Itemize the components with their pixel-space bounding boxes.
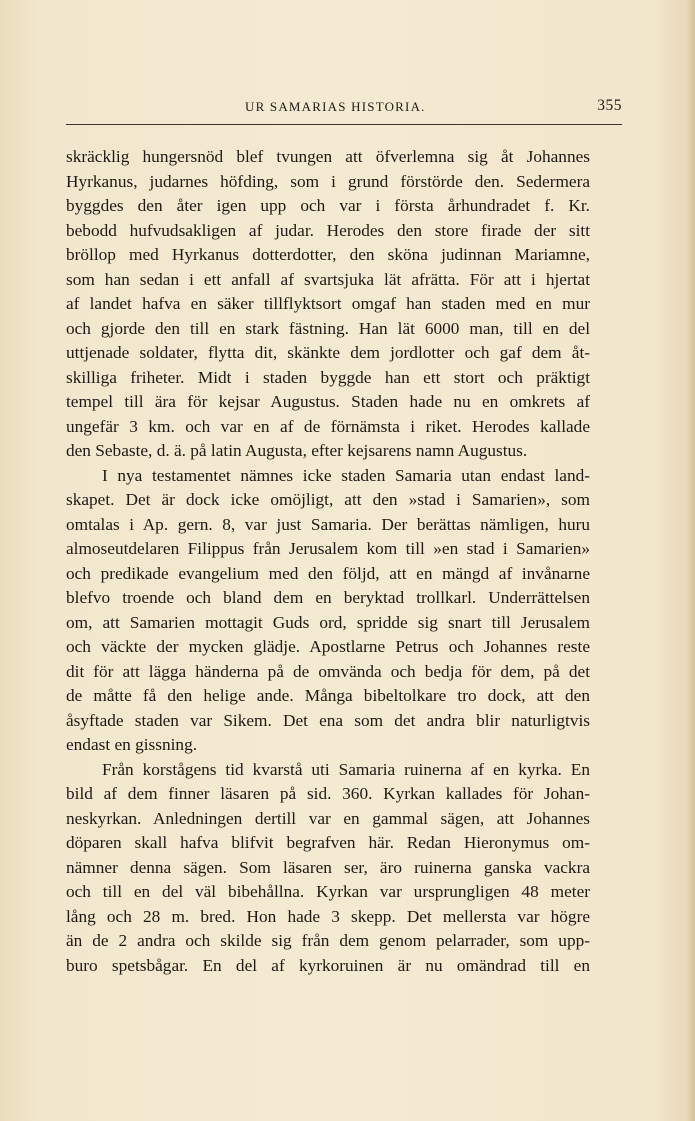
- text-line: bebodd hufvudsakligen af judar. Herodes den store firade der sitt: [66, 220, 590, 240]
- body-text: [66, 145, 590, 978]
- text-line: åsyftade staden var Sikem. Det ena som det andra blir naturligtvis: [66, 710, 590, 730]
- text-line: nämner denna sägen. Som läsaren ser, äro ruinerna ganska vackra: [66, 857, 590, 877]
- text-line: ungefär 3 km. och var en af de förnämsta i riket. Herodes kallade: [66, 416, 590, 436]
- text-line: de måtte få den helige ande. Många bibeltolkare tro dock, att den: [66, 686, 590, 705]
- paragraph-start-line: Från korstågens tid kvarstå uti Samaria ruinerna af en kyrka. En: [102, 759, 590, 779]
- text-line: den Sebaste, d. ä. på latin Augusta, efter kejsarens namn Augustus.: [66, 441, 528, 460]
- text-line: och till en del väl bibehållna. Kyrkan var ursprungligen 48 meter: [66, 882, 590, 901]
- paragraph-start-line: I nya testamentet nämnes icke staden Samaria utan endast land-: [102, 465, 590, 485]
- text-line: tempel till ära för kejsar Augustus. Staden hade nu en omkrets af: [66, 392, 590, 411]
- text-line: och gjorde den till en stark fästning. Han lät 6000 man, till en del: [66, 318, 590, 338]
- text-line: dit för att lägga händerna på de omvända och bedja för dem, på det: [66, 661, 590, 681]
- page-header: [66, 95, 622, 119]
- text-line: bild af dem finner läsaren på sid. 360. Kyrkan kallades för Johan-: [66, 784, 590, 803]
- text-line: skilliga friheter. Midt i staden byggde han ett stort och präktigt: [66, 367, 590, 387]
- page-number: 355: [597, 97, 622, 114]
- text-line: skapet. Det är dock icke omöjligt, att den »stad i Samarien», som: [66, 490, 590, 509]
- text-line: döparen skall hafva blifvit begrafven här. Redan Hieronymus om-: [66, 833, 590, 852]
- text-line: om, att Samarien mottagit Guds ord, spridde sig snart till Jerusalem: [66, 612, 590, 632]
- text-line: och predikade evangelium med den följd, att en mängd af invånarne: [66, 563, 590, 583]
- text-line: af landet hafva en säker tillflyktsort omgaf han staden med en mur: [66, 294, 590, 313]
- text-line: byggdes den åter igen upp och var i första århundradet f. Kr.: [66, 196, 590, 215]
- text-line: som han sedan i ett anfall af svartsjuka lät afrätta. För att i hjertat: [66, 269, 590, 289]
- text-line: och väckte der mycken glädje. Apostlarne Petrus och Johannes reste: [66, 637, 590, 656]
- text-line: lång och 28 m. bred. Hon hade 3 skepp. Det mellersta var högre: [66, 906, 590, 926]
- text-line: neskyrkan. Anledningen dertill var en gammal sägen, att Johannes: [66, 808, 590, 828]
- text-line: bröllop med Hyrkanus dotterdotter, den sköna judinnan Mariamne,: [66, 245, 590, 264]
- text-line: omtalas i Ap. gern. 8, var just Samaria. Der berättas nämligen, huru: [66, 514, 590, 534]
- text-line: blefvo troende och bland dem en beryktad trollkarl. Underrättelsen: [66, 588, 590, 607]
- text-line: Hyrkanus, judarnes höfding, som i grund förstörde den. Sedermera: [66, 171, 590, 191]
- page-edge-shadow: [687, 0, 695, 1121]
- text-line: almoseutdelaren Filippus från Jerusalem kom till »en stad i Samarien»: [66, 539, 590, 558]
- text-line: buro spetsbågar. En del af kyrkoruinen är nu omändrad till en: [66, 955, 590, 975]
- text-line: skräcklig hungersnöd blef tvungen att öfverlemna sig åt Johannes: [66, 147, 590, 166]
- running-head: UR SAMARIAS HISTORIA.: [245, 99, 426, 114]
- text-line: uttjenade soldater, flytta dit, skänkte dem jordlotter och gaf dem åt-: [66, 343, 590, 362]
- header-rule: [66, 124, 622, 125]
- text-line: endast en gissning.: [66, 735, 198, 754]
- text-line: än de 2 andra och skilde sig från dem genom pelarrader, som upp-: [66, 931, 590, 950]
